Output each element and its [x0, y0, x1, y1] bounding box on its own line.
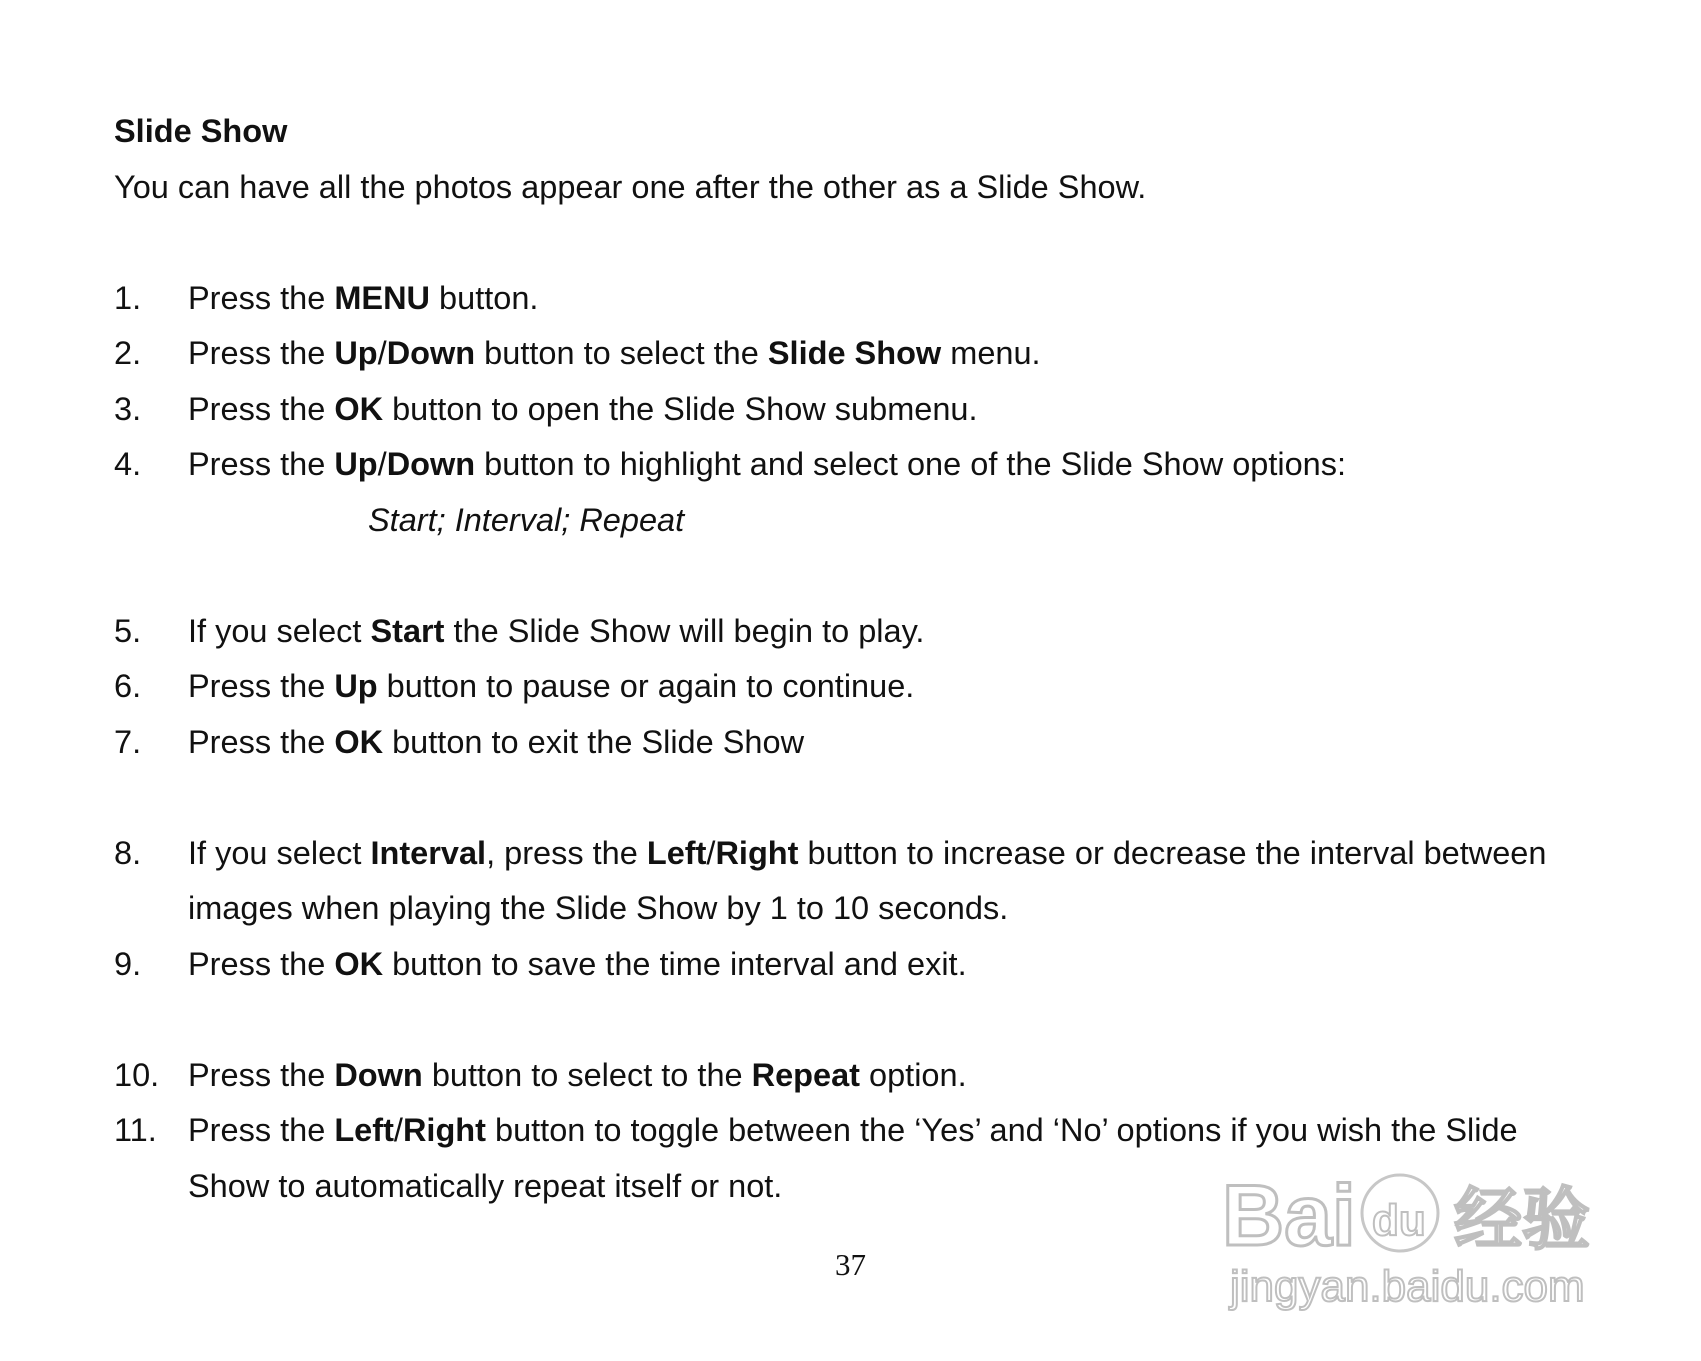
- svg-text:jingyan.baidu.com: jingyan.baidu.com: [1230, 1262, 1585, 1311]
- step-10: [114, 1048, 1574, 1104]
- step-fragment: button to toggle between the ‘Yes’ and ‘No’ options if you wish the Slide Show to automatically repeat itself or not.: [188, 1112, 1518, 1204]
- step-keyword: Left: [646, 834, 707, 871]
- step-keyword: Interval: [370, 834, 487, 871]
- step-keyword: Repeat: [751, 1056, 860, 1093]
- step-keyword: OK: [334, 945, 384, 982]
- step-number: 9.: [114, 945, 142, 982]
- step-text: [188, 382, 1574, 438]
- step-keyword: Left: [334, 1112, 394, 1148]
- spacer: [114, 548, 1574, 604]
- step-fragment: Press the: [188, 668, 335, 704]
- step-keyword: Down: [334, 1056, 423, 1093]
- step-fragment: Press the: [188, 945, 335, 982]
- spacer: [114, 770, 1574, 826]
- step-number: 10.: [114, 1056, 160, 1093]
- step-keyword: MENU: [334, 279, 431, 316]
- step-fragment: , press the: [486, 834, 647, 871]
- step-fragment: button to highlight and select one of the Slide Show options:: [475, 446, 1347, 482]
- step-fragment: /: [706, 834, 716, 871]
- step-fragment: button to save the time interval and exit.: [383, 945, 967, 982]
- step-1: [114, 271, 1574, 327]
- step-keyword: Slide Show: [767, 335, 942, 371]
- step-number: 2.: [114, 335, 142, 371]
- step-number: 8.: [114, 834, 142, 871]
- spacer: [114, 215, 1574, 271]
- baidu-jingyan-watermark: [1222, 1165, 1632, 1315]
- step-fragment: menu.: [941, 335, 1041, 371]
- step-text: [188, 326, 1574, 382]
- step-text: [188, 437, 1574, 493]
- step-keyword: Right: [402, 1112, 486, 1148]
- step-fragment: button.: [430, 279, 539, 316]
- step-fragment: button to exit the Slide Show: [383, 723, 805, 760]
- step-number: 1.: [114, 279, 142, 316]
- step-fragment: Press the: [188, 446, 335, 482]
- step-keyword: Right: [715, 834, 799, 871]
- step-fragment: Press the: [188, 723, 335, 760]
- step-fragment: button to pause or again to continue.: [377, 668, 915, 704]
- step-5: [114, 604, 1574, 660]
- step-fragment: button to select the: [475, 335, 768, 371]
- svg-text:经验: 经验: [1454, 1181, 1591, 1260]
- step-keyword: Start: [370, 612, 445, 649]
- step-8: [114, 826, 1574, 937]
- step-fragment: /: [393, 1112, 403, 1148]
- svg-text:Bai: Bai: [1222, 1168, 1356, 1264]
- step-fragment: Press the: [188, 279, 335, 316]
- step-fragment: button to open the Slide Show submenu.: [383, 390, 978, 427]
- step-fragment: button to select to the: [422, 1056, 752, 1093]
- page-content: [114, 104, 1574, 1214]
- page-number: 37: [835, 1247, 866, 1282]
- slide-show-options: Start; Interval; Repeat: [368, 501, 685, 538]
- step-7: [114, 715, 1574, 771]
- step-keyword: Down: [386, 446, 476, 482]
- step-number: 11.: [114, 1112, 157, 1148]
- step-number: 4.: [114, 446, 142, 482]
- step-text: [188, 659, 1574, 715]
- step-6: [114, 659, 1574, 715]
- section-intro: You can have all the photos appear one after the other as a Slide Show.: [114, 168, 1147, 205]
- step-fragment: If you select: [188, 612, 371, 649]
- step-keyword: OK: [334, 390, 384, 427]
- step-3: [114, 382, 1574, 438]
- step-4: [114, 437, 1574, 493]
- step-fragment: /: [377, 446, 387, 482]
- step-keyword: Up: [334, 335, 378, 371]
- step-text: [188, 271, 1574, 327]
- step-keyword: Up: [334, 668, 378, 704]
- step-keyword: Up: [334, 446, 378, 482]
- step-fragment: Press the: [188, 1112, 335, 1148]
- section-title: Slide Show: [114, 113, 288, 149]
- step-fragment: button to increase or decrease the interval between images when playing the Slide Show by 1 to 10 seconds.: [188, 834, 1547, 926]
- step-text: [188, 826, 1574, 937]
- step-text: [188, 937, 1574, 993]
- step-number: 5.: [114, 612, 142, 649]
- step-fragment: the Slide Show will begin to play.: [444, 612, 925, 649]
- step-fragment: /: [377, 335, 387, 371]
- step-fragment: Press the: [188, 335, 335, 371]
- step-fragment: Press the: [188, 1056, 335, 1093]
- step-number: 6.: [114, 668, 142, 704]
- svg-text:du: du: [1372, 1196, 1426, 1245]
- step-fragment: If you select: [188, 834, 371, 871]
- step-text: [188, 604, 1574, 660]
- step-number: 7.: [114, 723, 142, 760]
- spacer: [114, 992, 1574, 1048]
- step-text: [188, 715, 1574, 771]
- step-2: [114, 326, 1574, 382]
- step-fragment: option.: [860, 1056, 967, 1093]
- step-9: [114, 937, 1574, 993]
- step-fragment: Press the: [188, 390, 335, 427]
- step-keyword: OK: [334, 723, 384, 760]
- step-text: [188, 1048, 1574, 1104]
- step-keyword: Down: [386, 335, 476, 371]
- step-number: 3.: [114, 390, 142, 427]
